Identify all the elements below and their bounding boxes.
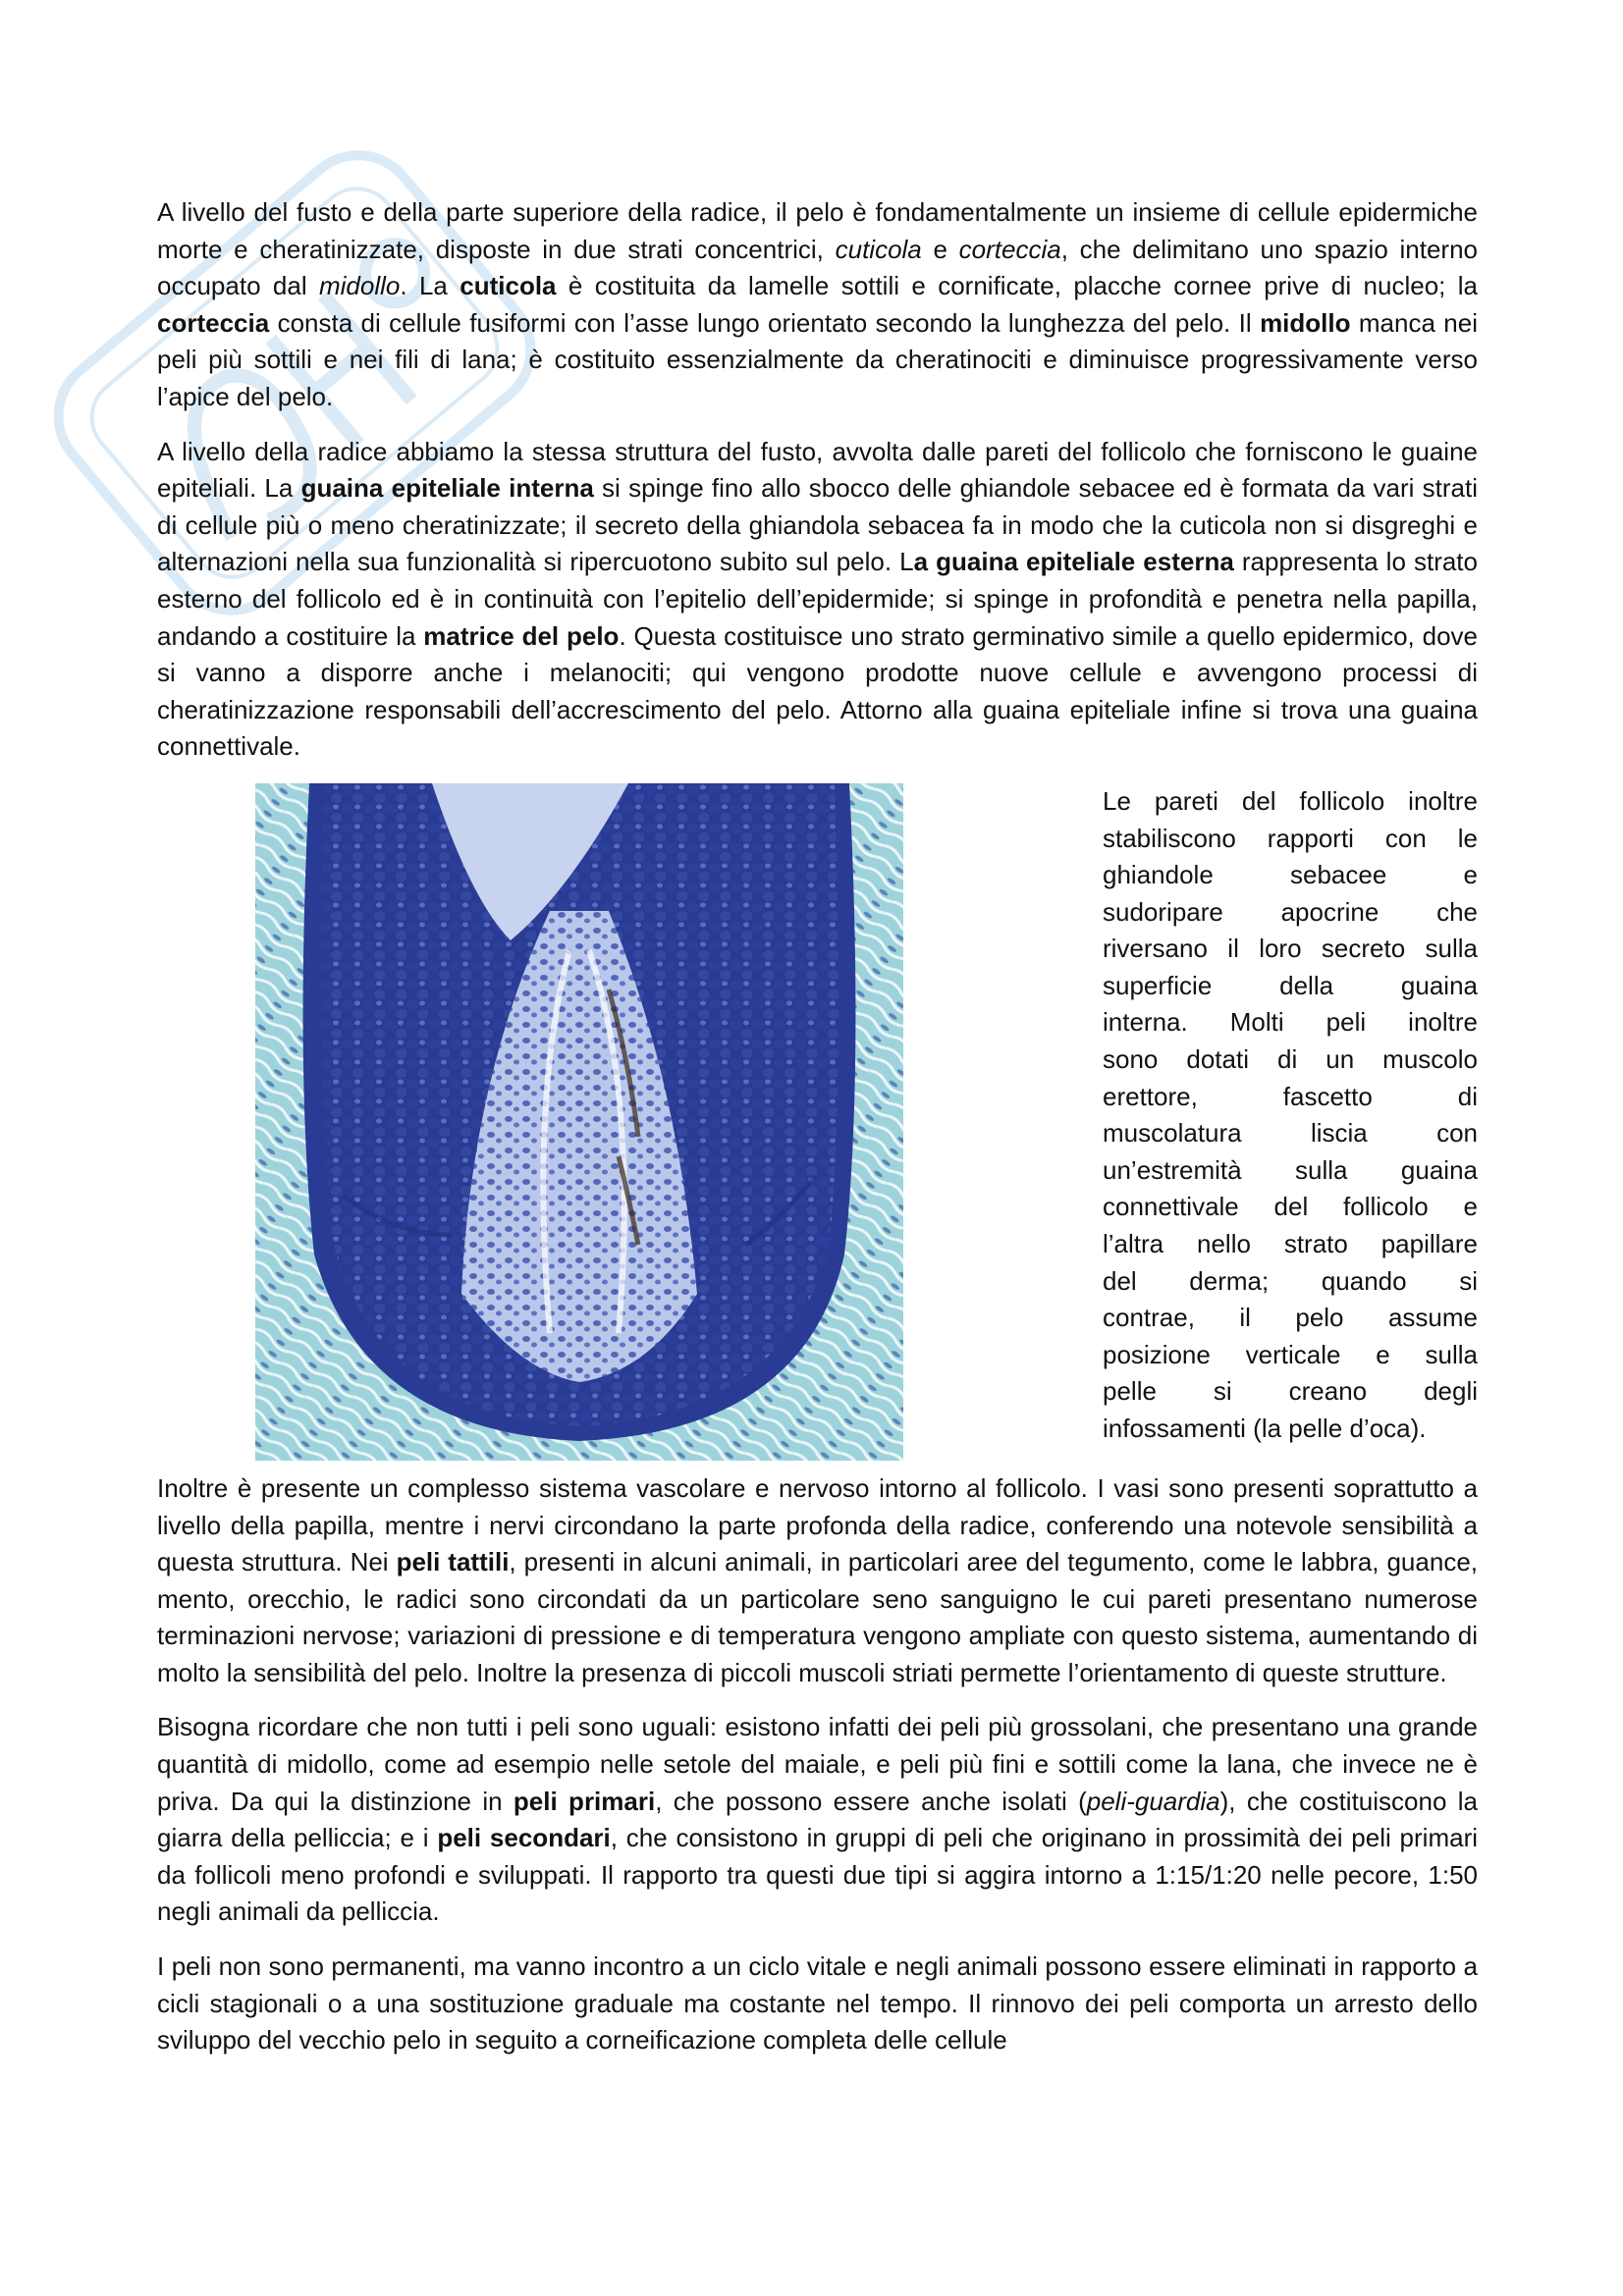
bold-term: peli primari (513, 1786, 656, 1816)
text-run: e (921, 234, 959, 264)
italic-term: cuticola (835, 234, 922, 264)
side-text-line: interna. Molti peli inoltre (1103, 1007, 1478, 1038)
side-text-line: infossamenti (la pelle d’oca). (1103, 1414, 1427, 1443)
figure-row (157, 783, 1478, 1461)
side-text-line: contrae, il pelo assume (1103, 1303, 1478, 1333)
side-text-line: posizione verticale e sulla (1103, 1339, 1478, 1369)
side-text-line: erettore, fascetto di (1103, 1081, 1478, 1111)
side-text-line: riversano il loro secreto sulla (1103, 934, 1478, 964)
text-run: , che possono essere anche isolati ( (655, 1786, 1087, 1816)
text-run: è costituita da lamelle sottili e cornificate, placche cornee prive di nucleo; la (556, 271, 1478, 301)
side-text-line: stabiliscono rapporti con le (1103, 823, 1478, 853)
text-run: , che delimitano uno spazio interno occupato dal (157, 234, 1478, 301)
text-run: rappresenta lo strato esterno del follicolo ed è in continuità con l’epitelio dell’epidermide; si spinge in profondità e penetra nella papilla, andando a costituire la (157, 547, 1478, 651)
text-run: Bisogna ricordare che non tutti i peli sono uguali: esistono infatti dei peli più grossolani, che presentano una grande quantità di midollo, come ad esempio nelle setole del maiale, e peli più fini e sottili come la lana, che invece ne è priva. Da qui la distinzione in (157, 1712, 1478, 1816)
text-run: A livello della radice abbiamo la stessa struttura del fusto, avvolta dalle pareti del follicolo che forniscono le guaine epiteliali. La (157, 436, 1478, 504)
side-text-line: un’estremità sulla guaina (1103, 1154, 1478, 1185)
text-run: , che consistono in gruppi di peli che originano in prossimità dei peli primari da follicoli meno profondi e sviluppati. Il rapporto tra questi due tipi si aggira intorno a 1:15/1:20 nelle pecore, 1:50 negli animali da pelliccia. (157, 1823, 1479, 1927)
text-run: , presenti in alcuni animali, in particolari aree del tegumento, come le labbra, guance, mento, orecchio, le radici sono circondati da un particolare seno sanguigno le cui pareti presentano numerose terminazioni nervose; variazioni di pressione e di temperatura vengono ampliate con questo sistema, aumentando di molto la sensibilità del pelo. Inoltre la presenza di piccoli muscoli striati permette l’orientamento di queste strutture. (157, 1547, 1478, 1687)
bold-term: matrice del pelo (423, 620, 620, 651)
bold-term: a guaina epiteliale esterna (913, 547, 1234, 577)
hair-follicle-micrograph (255, 783, 903, 1461)
paragraph (157, 1949, 1478, 2059)
bottom-paragraphs (157, 1470, 1478, 2059)
side-text-line: superficie della guaina (1103, 970, 1478, 1000)
document-body (157, 194, 1478, 2077)
italic-term: peli-guardia (1086, 1786, 1220, 1816)
bold-term: peli secondari (437, 1823, 611, 1853)
side-text-line: sono dotati di un muscolo (1103, 1044, 1478, 1075)
italic-term: midollo (318, 271, 401, 301)
bold-term: cuticola (460, 271, 557, 301)
paragraph (157, 1709, 1478, 1931)
paragraph (157, 434, 1478, 766)
side-text-line: connettivale del follicolo e (1103, 1192, 1478, 1222)
text-run: si spinge fino allo sbocco delle ghiandole sebacee ed è formata da vari strati di cellule più o meno cheratinizzate; il secreto della ghiandola sebacea fa in modo che la cuticola non si disgreghi e alternazioni nella sua funzionalità si ripercuotono subito sul pelo. L (157, 473, 1478, 577)
bold-term: peli tattili (396, 1547, 510, 1577)
side-text-line: sudoripare apocrine che (1103, 896, 1478, 927)
italic-term: corteccia (958, 234, 1061, 264)
text-run: ), che costituiscono la giarra della pelliccia; e i (157, 1786, 1479, 1853)
text-run: manca nei peli più sottili e nei fili di lana; è costituito essenzialmente da cheratinociti e diminuisce progressivamente verso l’apice del pelo. (157, 307, 1478, 411)
side-text-line: del derma; quando si (1103, 1265, 1478, 1296)
side-text-line: pelle si creano degli (1103, 1376, 1478, 1407)
side-text-line: muscolatura liscia con (1103, 1118, 1478, 1148)
paragraph (157, 194, 1478, 416)
bold-term: guaina epiteliale interna (300, 473, 594, 504)
bold-term: corteccia (157, 307, 270, 338)
text-run: A livello del fusto e della parte superiore della radice, il pelo è fondamentalmente un insieme di cellule epidermiche morte e cheratinizzate, disposte in due strati concentrici, (157, 197, 1478, 264)
paragraph (157, 1470, 1478, 1692)
side-text-column (1103, 783, 1478, 1461)
text-run: Inoltre è presente un complesso sistema vascolare e nervoso intorno al follicolo. I vasi sono presenti soprattutto a livello della papilla, mentre i nervi circondano la parte profonda della radice, conferendo una notevole sensibilità a questa struttura. Nei (157, 1472, 1478, 1577)
text-run: . La (400, 271, 460, 301)
text-run: I peli non sono permanenti, ma vanno incontro a un ciclo vitale e negli animali possono essere eliminati in rapporto a cicli stagionali o a una sostituzione graduale ma costante nel tempo. Il rinnovo dei peli comporta un arresto dello sviluppo del vecchio pelo in seguito a corneificazione completa delle cellule (157, 1951, 1478, 2056)
side-text-line: Le pareti del follicolo inoltre (1103, 785, 1478, 816)
bold-term: midollo (1260, 307, 1351, 338)
side-text-line: ghiandole sebacee e (1103, 860, 1478, 890)
top-paragraphs (157, 194, 1478, 766)
text-run: . Questa costituisce uno strato germinativo simile a quello epidermico, dove si vanno a disporre anche i melanociti; qui vengono prodotte nuove cellule e avvengono processi di cheratinizzazione responsabili dell’accrescimento del pelo. Attorno alla guaina epiteliale infine si trova una guaina connettivale. (157, 620, 1478, 762)
side-text-line: l’altra nello strato papillare (1103, 1229, 1478, 1259)
text-run: consta di cellule fusiformi con l’asse lungo orientato secondo la lunghezza del pelo. Il (269, 307, 1261, 338)
